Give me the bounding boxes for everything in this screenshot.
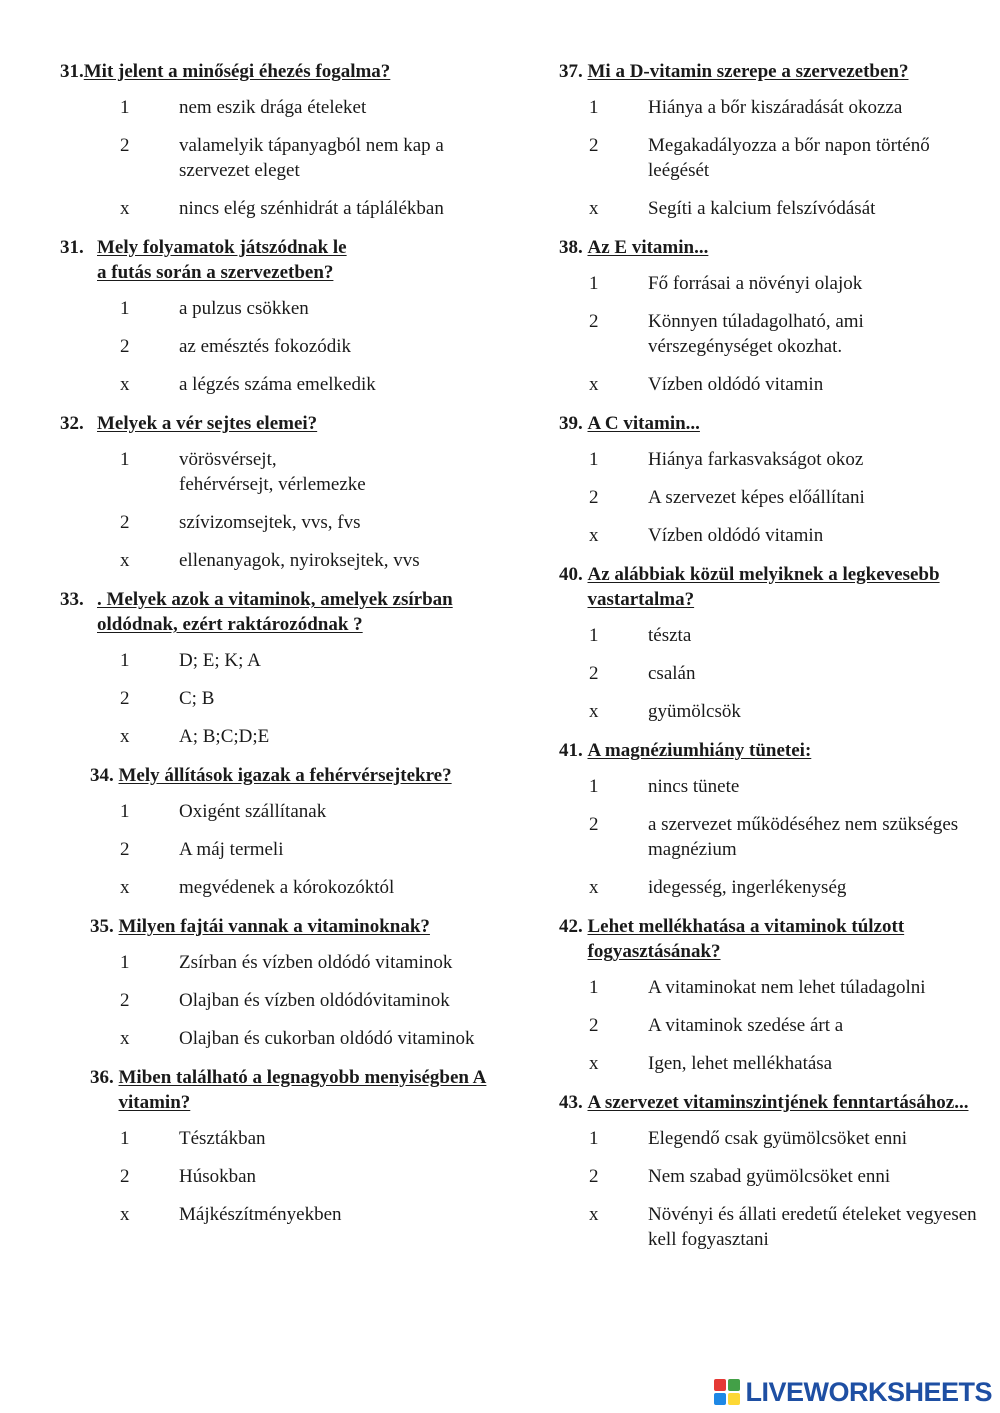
question-heading <box>60 587 500 637</box>
option-text: Vízben oldódó vitamin <box>648 525 824 546</box>
question-block <box>559 914 979 1076</box>
right-column <box>559 59 979 1266</box>
option-text: D; E; K; A <box>179 650 261 671</box>
question-number: 35. <box>90 916 119 937</box>
question-block <box>60 59 500 221</box>
option-text: A máj termeli <box>179 839 284 860</box>
option-key: 2 <box>120 990 130 1011</box>
answer-option[interactable] <box>559 661 979 686</box>
question-number: 36. <box>90 1067 119 1088</box>
question-number: 33. <box>60 589 84 610</box>
question-heading <box>559 59 979 84</box>
question-text: Az alábbiak közül melyiknek a legkevesebb vastartalma? <box>587 564 940 610</box>
question-heading <box>60 235 500 285</box>
question-heading <box>559 562 979 612</box>
option-text: a légzés száma emelkedik <box>179 374 376 395</box>
question-text: A szervezet vitaminszintjének fenntartásához... <box>587 1092 969 1113</box>
liveworksheets-logo-icon <box>713 1378 741 1406</box>
question-block <box>60 914 500 1051</box>
option-key: 1 <box>589 977 599 998</box>
question-text: . Melyek azok a vitaminok, amelyek zsírban oldódnak, ezért raktározódnak ? <box>97 589 453 635</box>
question-heading <box>60 411 500 436</box>
option-key: 1 <box>120 298 130 319</box>
option-text: ellenanyagok, nyiroksejtek, vvs <box>179 550 420 571</box>
question-text: Melyek a vér sejtes elemei? <box>97 413 318 434</box>
answer-option[interactable] <box>60 1164 500 1189</box>
answer-option[interactable] <box>60 296 500 321</box>
answer-option[interactable] <box>60 372 500 397</box>
option-text: Olajban és cukorban oldódó vitaminok <box>179 1028 475 1049</box>
option-key: 2 <box>120 135 130 156</box>
option-text: Megakadályozza a bőr napon történő leégését <box>648 135 930 181</box>
question-heading <box>60 1065 500 1115</box>
question-text: Milyen fajtái vannak a vitaminoknak? <box>118 916 430 937</box>
answer-option[interactable] <box>60 724 500 749</box>
question-text: Az E vitamin... <box>587 237 709 258</box>
answer-option[interactable] <box>60 133 500 183</box>
option-text: Májkészítményekben <box>179 1204 342 1225</box>
question-number: 31. <box>60 237 84 258</box>
option-key: 1 <box>589 776 599 797</box>
option-text: valamelyik tápanyagból nem kap a szervezet eleget <box>179 135 444 181</box>
question-block <box>559 59 979 221</box>
question-text: A magnéziumhiány tünetei: <box>587 740 812 761</box>
option-text: Növényi és állati eredetű ételeket vegyesen kell fogyasztani <box>648 1204 977 1250</box>
question-block <box>559 1090 979 1252</box>
question-heading <box>559 738 979 763</box>
question-heading <box>559 914 979 964</box>
question-block <box>559 235 979 397</box>
question-block <box>60 587 500 749</box>
option-text: Olajban és vízben oldódóvitaminok <box>179 990 450 1011</box>
question-heading <box>60 914 500 939</box>
option-key: 2 <box>120 688 130 709</box>
answer-option[interactable] <box>559 95 979 120</box>
question-number: 40. <box>559 564 588 585</box>
option-text: Zsírban és vízben oldódó vitaminok <box>179 952 453 973</box>
answer-option[interactable] <box>559 699 979 724</box>
option-text: Nem szabad gyümölcsöket enni <box>648 1166 891 1187</box>
left-column <box>60 59 500 1241</box>
option-key: 1 <box>120 650 130 671</box>
option-key: x <box>589 525 599 546</box>
answer-option[interactable] <box>60 1026 500 1051</box>
option-key: x <box>120 550 130 571</box>
option-key: 1 <box>589 625 599 646</box>
answer-option[interactable] <box>60 510 500 535</box>
option-text: Hiánya a bőr kiszáradását okozza <box>648 97 903 118</box>
option-key: x <box>589 701 599 722</box>
answer-option[interactable] <box>559 774 979 799</box>
answer-option[interactable] <box>559 1051 979 1076</box>
option-key: x <box>589 198 599 219</box>
question-number: 43. <box>559 1092 588 1113</box>
option-key: 2 <box>589 1166 599 1187</box>
option-key: 1 <box>120 449 130 470</box>
option-key: x <box>120 374 130 395</box>
option-text: Tésztákban <box>179 1128 266 1149</box>
answer-option[interactable] <box>60 950 500 975</box>
answer-option[interactable] <box>60 648 500 673</box>
option-text: C; B <box>179 688 215 709</box>
option-key: 1 <box>120 952 130 973</box>
answer-option[interactable] <box>559 1164 979 1189</box>
answer-option[interactable] <box>559 875 979 900</box>
option-text: Igen, lehet mellékhatása <box>648 1053 833 1074</box>
option-text: Oxigént szállítanak <box>179 801 327 822</box>
option-text: nincs tünete <box>648 776 740 797</box>
option-key: x <box>120 1204 130 1225</box>
answer-option[interactable] <box>60 95 500 120</box>
answer-option[interactable] <box>559 271 979 296</box>
question-block <box>559 411 979 548</box>
option-key: 2 <box>589 663 599 684</box>
answer-option[interactable] <box>60 334 500 359</box>
answer-option[interactable] <box>559 485 979 510</box>
option-key: 2 <box>589 311 599 332</box>
answer-option[interactable] <box>559 1202 979 1252</box>
option-text: az emésztés fokozódik <box>179 336 351 357</box>
question-number: 41. <box>559 740 588 761</box>
question-block <box>60 1065 500 1227</box>
option-text: nem eszik drága ételeket <box>179 97 367 118</box>
question-number: 37. <box>559 61 588 82</box>
option-text: Húsokban <box>179 1166 257 1187</box>
option-key: 1 <box>589 273 599 294</box>
option-key: x <box>120 198 130 219</box>
option-text: A szervezet képes előállítani <box>648 487 865 508</box>
answer-option[interactable] <box>559 812 979 862</box>
answer-option[interactable] <box>60 447 500 497</box>
answer-option[interactable] <box>559 309 979 359</box>
option-text: nincs elég szénhidrát a táplálékban <box>179 198 444 219</box>
option-key: 2 <box>120 336 130 357</box>
answer-option[interactable] <box>60 1202 500 1227</box>
answer-option[interactable] <box>60 1126 500 1151</box>
option-key: 1 <box>589 449 599 470</box>
question-heading <box>60 763 500 788</box>
option-text: Hiánya farkasvakságot okoz <box>648 449 864 470</box>
option-key: x <box>120 1028 130 1049</box>
option-text: szívizomsejtek, vvs, fvs <box>179 512 361 533</box>
question-number: 32. <box>60 413 84 434</box>
option-key: 2 <box>120 512 130 533</box>
option-text: Segíti a kalcium felszívódását <box>648 198 876 219</box>
answer-option[interactable] <box>60 837 500 862</box>
question-heading <box>60 59 500 84</box>
option-key: x <box>589 877 599 898</box>
option-text: A vitaminokat nem lehet túladagolni <box>648 977 926 998</box>
option-key: 1 <box>120 1128 130 1149</box>
option-text: vörösvérsejt, fehérvérsejt, vérlemezke <box>179 449 366 495</box>
liveworksheets-brand[interactable] <box>713 1377 992 1407</box>
option-key: x <box>589 1204 599 1225</box>
option-key: 2 <box>589 487 599 508</box>
option-key: x <box>589 374 599 395</box>
option-key: 2 <box>589 1015 599 1036</box>
option-text: a szervezet működéséhez nem szükséges magnézium <box>648 814 959 860</box>
question-text: Miben található a legnagyobb menyiségben A vitamin? <box>118 1067 487 1113</box>
question-number: 38. <box>559 237 588 258</box>
option-key: 2 <box>120 839 130 860</box>
question-block <box>60 763 500 900</box>
option-key: 1 <box>120 97 130 118</box>
option-text: Fő forrásai a növényi olajok <box>648 273 863 294</box>
question-heading <box>559 235 979 260</box>
option-key: 2 <box>589 135 599 156</box>
question-number: 42. <box>559 916 588 937</box>
option-key: x <box>589 1053 599 1074</box>
question-block <box>60 411 500 573</box>
question-text: Lehet mellékhatása a vitaminok túlzott fogyasztásának? <box>587 916 905 962</box>
answer-option[interactable] <box>559 372 979 397</box>
option-text: A; B;C;D;E <box>179 726 270 747</box>
option-text: csalán <box>648 663 696 684</box>
answer-option[interactable] <box>60 548 500 573</box>
answer-option[interactable] <box>559 1013 979 1038</box>
question-number: 34. <box>90 765 119 786</box>
option-key: 2 <box>589 814 599 835</box>
question-text: Mely állítások igazak a fehérvérsejtekre? <box>118 765 452 786</box>
option-text: Könnyen túladagolható, ami vérszegénységet okozhat. <box>648 311 864 357</box>
option-key: x <box>120 877 130 898</box>
option-key: 1 <box>120 801 130 822</box>
question-number: 31. <box>60 61 84 82</box>
question-text: Mit jelent a minőségi éhezés fogalma? <box>83 61 391 82</box>
question-text: A C vitamin... <box>587 413 700 434</box>
answer-option[interactable] <box>559 133 979 183</box>
option-text: megvédenek a kórokozóktól <box>179 877 395 898</box>
answer-option[interactable] <box>60 686 500 711</box>
answer-option[interactable] <box>559 523 979 548</box>
option-key: 1 <box>589 97 599 118</box>
option-key: x <box>120 726 130 747</box>
question-heading <box>559 1090 979 1115</box>
option-key: 2 <box>120 1166 130 1187</box>
question-heading <box>559 411 979 436</box>
brand-name: LIVEWORKSHEETS <box>745 1376 992 1407</box>
option-text: idegesség, ingerlékenység <box>648 877 847 898</box>
option-text: gyümölcsök <box>648 701 741 722</box>
question-number: 39. <box>559 413 588 434</box>
option-text: tészta <box>648 625 692 646</box>
answer-option[interactable] <box>559 975 979 1000</box>
answer-option[interactable] <box>60 196 500 221</box>
option-text: Vízben oldódó vitamin <box>648 374 824 395</box>
answer-option[interactable] <box>559 1126 979 1151</box>
answer-option[interactable] <box>559 623 979 648</box>
option-text: a pulzus csökken <box>179 298 309 319</box>
question-text: Mely folyamatok játszódnak le a futás során a szervezetben? <box>97 237 347 283</box>
answer-option[interactable] <box>559 196 979 221</box>
question-block <box>60 235 500 397</box>
answer-option[interactable] <box>559 447 979 472</box>
answer-option[interactable] <box>60 875 500 900</box>
answer-option[interactable] <box>60 988 500 1013</box>
option-key: 1 <box>589 1128 599 1149</box>
question-text: Mi a D-vitamin szerepe a szervezetben? <box>587 61 909 82</box>
question-block <box>559 738 979 900</box>
question-block <box>559 562 979 724</box>
option-text: Elegendő csak gyümölcsöket enni <box>648 1128 908 1149</box>
answer-option[interactable] <box>60 799 500 824</box>
option-text: A vitaminok szedése árt a <box>648 1015 844 1036</box>
